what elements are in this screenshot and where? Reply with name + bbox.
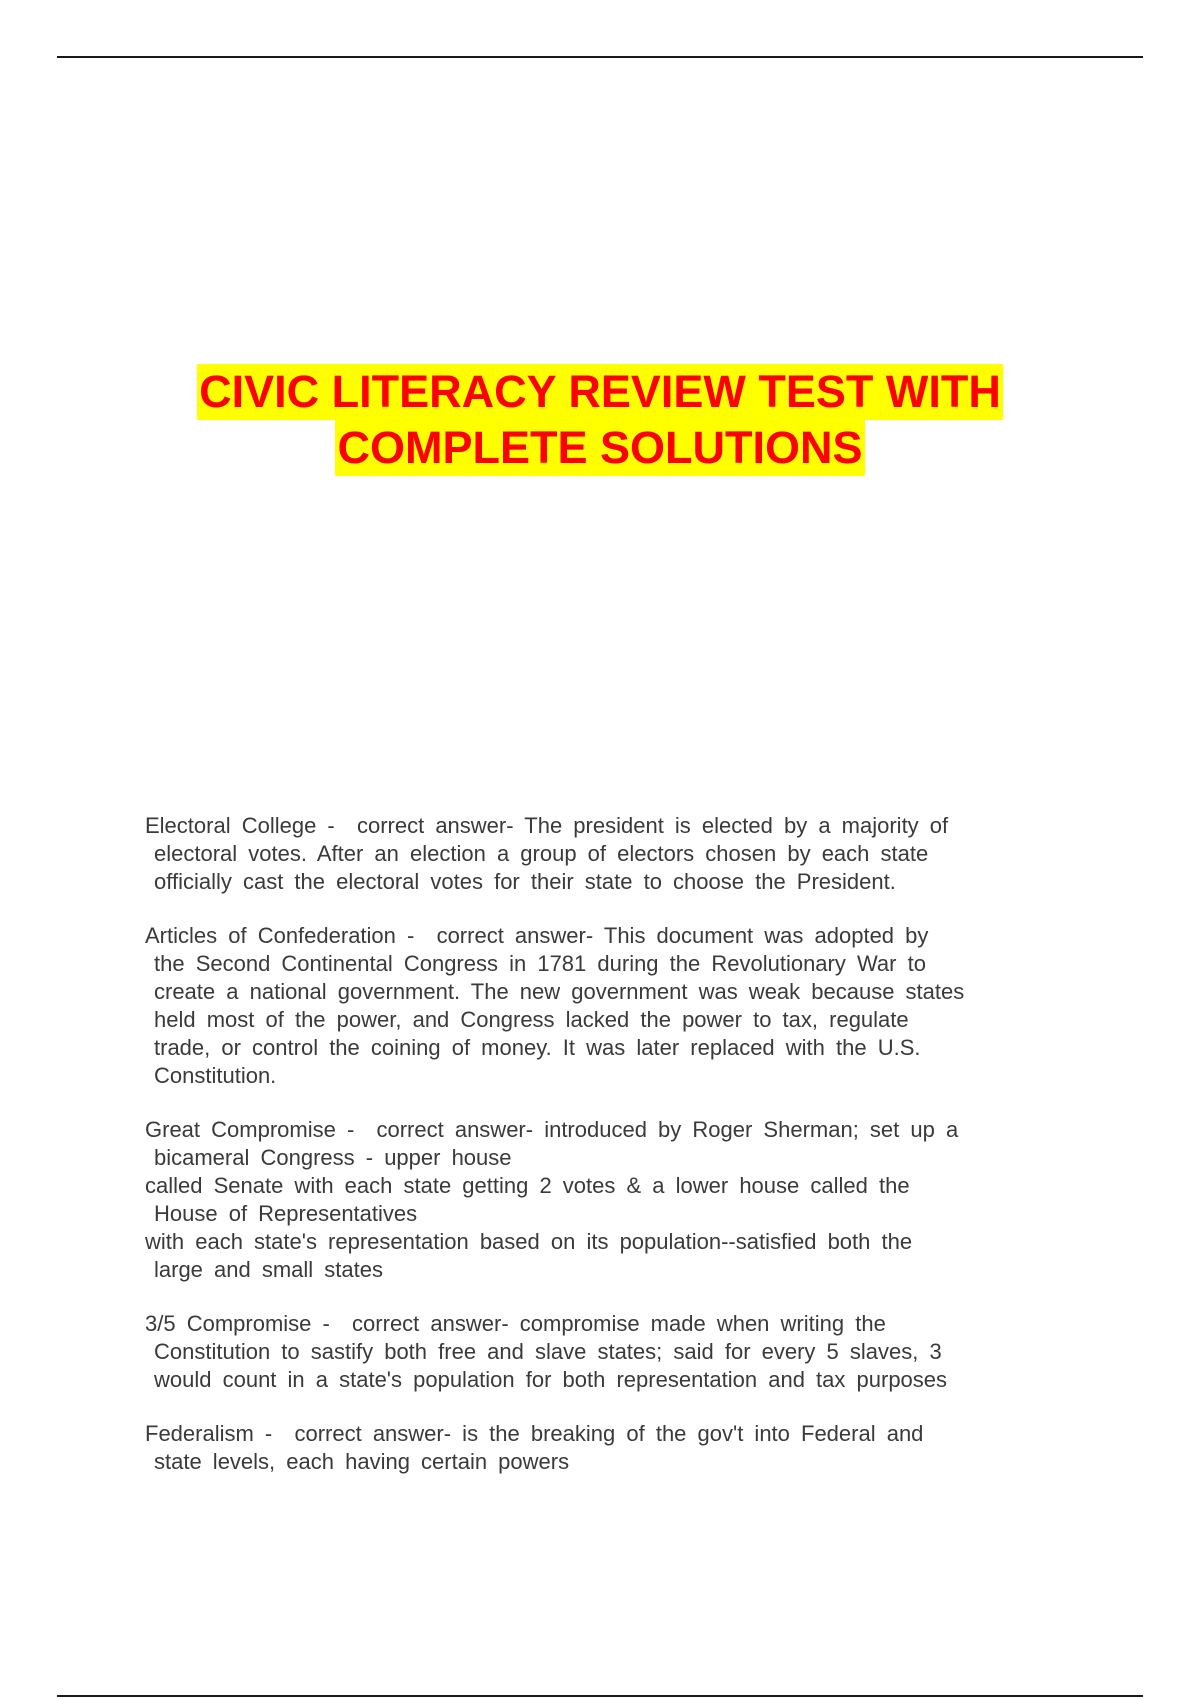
qa-line: create a national government. The new government was weak because states [154, 979, 965, 1004]
qa-line: Articles of Confederation - correct answer- This document was adopted by [145, 923, 929, 948]
qa-line: Federalism - correct answer- is the breaking of the gov't into Federal and [145, 1421, 924, 1446]
qa-line: called Senate with each state getting 2 votes & a lower house called the [145, 1173, 910, 1198]
qa-line: Electoral College - correct answer- The president is elected by a majority of [145, 813, 949, 838]
qa-line: officially cast the electoral votes for their state to choose the President. [154, 869, 896, 894]
qa-item [145, 1420, 1055, 1476]
title-line-1: CIVIC LITERACY REVIEW TEST WITH [197, 364, 1003, 420]
qa-line: bicameral Congress - upper house [154, 1145, 512, 1170]
title-row-1 [0, 364, 1200, 420]
title-row-2 [0, 420, 1200, 476]
qa-item [145, 812, 1055, 896]
document-title [0, 364, 1200, 476]
qa-line: would count in a state's population for both representation and tax purposes [154, 1367, 948, 1392]
qa-line: trade, or control the coining of money. It was later replaced with the U.S. [154, 1035, 921, 1060]
qa-line: with each state's representation based on its population--satisfied both the [145, 1229, 913, 1254]
top-divider [57, 56, 1143, 58]
qa-line: Constitution to sastify both free and slave states; said for every 5 slaves, 3 [154, 1339, 942, 1364]
qa-line: held most of the power, and Congress lacked the power to tax, regulate [154, 1007, 909, 1032]
qa-item [145, 1310, 1055, 1394]
title-line-2: COMPLETE SOLUTIONS [335, 420, 864, 476]
qa-list [145, 812, 1055, 1502]
qa-item [145, 1116, 1055, 1284]
qa-line: electoral votes. After an election a group of electors chosen by each state [154, 841, 929, 866]
bottom-divider [57, 1695, 1143, 1697]
qa-line: House of Representatives [154, 1201, 418, 1226]
qa-line: Constitution. [154, 1063, 277, 1088]
qa-line: the Second Continental Congress in 1781 during the Revolutionary War to [154, 951, 926, 976]
qa-line: state levels, each having certain powers [154, 1449, 570, 1474]
qa-line: 3/5 Compromise - correct answer- compromise made when writing the [145, 1311, 886, 1336]
qa-item [145, 922, 1055, 1090]
qa-line: large and small states [154, 1257, 383, 1282]
qa-line: Great Compromise - correct answer- introduced by Roger Sherman; set up a [145, 1117, 959, 1142]
